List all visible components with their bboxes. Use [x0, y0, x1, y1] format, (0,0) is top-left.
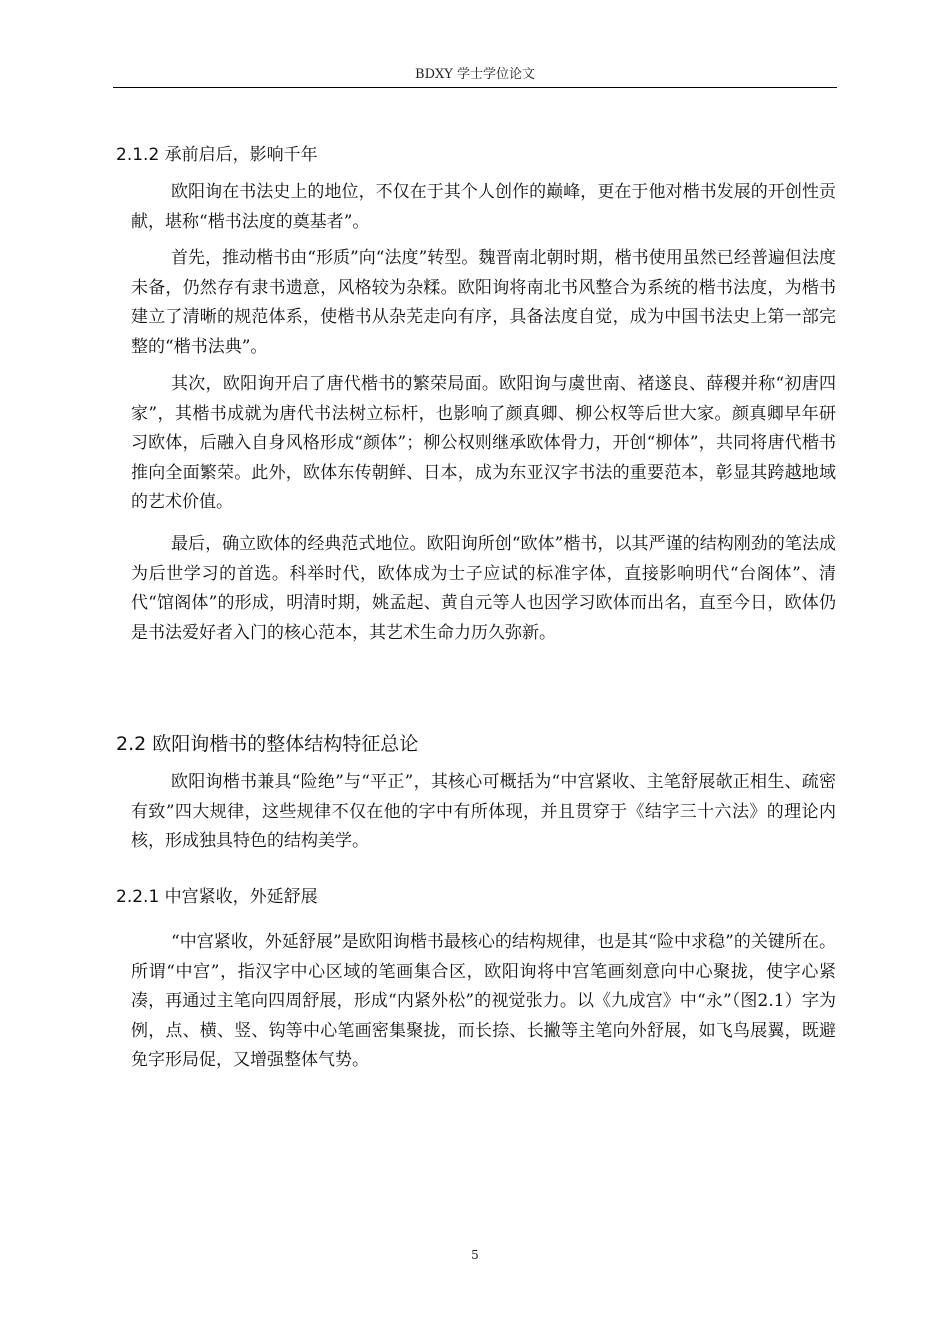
paragraph: 其次，欧阳询开启了唐代楷书的繁荣局面。欧阳询与虞世南、褚遂良、薛稷并称“初唐四家”，其楷书成就为唐代书法树立标杆，也影响了颜真卿、柳公权等后世大家。颜真卿早年研习欧体，后融入自身风格形成“颜体”；柳公权则继承欧体骨力，开创“柳体”，共同将唐代楷书推向全面繁荣。此外，欧体东传朝鲜、日本，成为东亚汉字书法的重要范本，彰显其跨越地域的艺术价值。: [131, 374, 836, 512]
paragraph: 最后，确立欧体的经典范式地位。欧阳询所创“欧体”楷书，以其严谨的结构刚劲的笔法成为后世学习的首选。科举时代，欧体成为士子应试的标准字体，直接影响明代“台阁体”、清代“馆阁体”的形成，明清时期，姚孟起、黄自元等人也因学习欧体而出名，直至今日，欧体仍是书法爱好者入门的核心范本，其艺术生命力历久弥新。: [131, 534, 836, 643]
paragraph: “中宫紧收，外延舒展”是欧阳询楷书最核心的结构规律，也是其“险中求稳”的关键所在。所谓“中宫”，指汉字中心区域的笔画集合区，欧阳询将中宫笔画刻意向中心聚拢，使字心紧凑，再通过主笔向四周舒展，形成“内紧外松”的视觉张力。以《九成宫》中“永”（图2.1）字为例，点、横、竖、钩等中心笔画密集聚拢，而长捺、长撇等主笔向外舒展，如飞鸟展翼，既避免字形局促，又增强整体气势。: [131, 932, 836, 1070]
section-heading-2-1-2: 2.1.2 承前启后，影响千年: [116, 145, 318, 165]
page-number: 5: [471, 1248, 479, 1262]
paragraph: 首先，推动楷书由“形质”向“法度”转型。魏晋南北朝时期，楷书使用虽然已经普遍但法度未备，仍然存有隶书遗意，风格较为杂糅。欧阳询将南北书风整合为系统的楷书法度，为楷书建立了清晰的规范体系，使楷书从杂芜走向有序，具备法度自觉，成为中国书法史上第一部完整的“楷书法典”。: [131, 248, 836, 357]
paragraph: 欧阳询楷书兼具“险绝”与“平正”，其核心可概括为“中宫紧收、主笔舒展欹正相生、疏密有致”四大规律，这些规律不仅在他的字中有所体现，并且贯穿于《结字三十六法》的理论内核，形成独具特色的结构美学。: [131, 772, 836, 851]
running-header: BDXY 学士学位论文: [415, 67, 535, 82]
section-heading-2-2: 2.2 欧阳询楷书的整体结构特征总论: [116, 733, 419, 755]
section-heading-2-2-1: 2.2.1 中宫紧收，外延舒展: [116, 887, 318, 907]
header-rule: [113, 87, 837, 88]
paragraph: 欧阳询在书法史上的地位，不仅在于其个人创作的巅峰，更在于他对楷书发展的开创性贡献，堪称“楷书法度的奠基者”。: [131, 182, 836, 232]
